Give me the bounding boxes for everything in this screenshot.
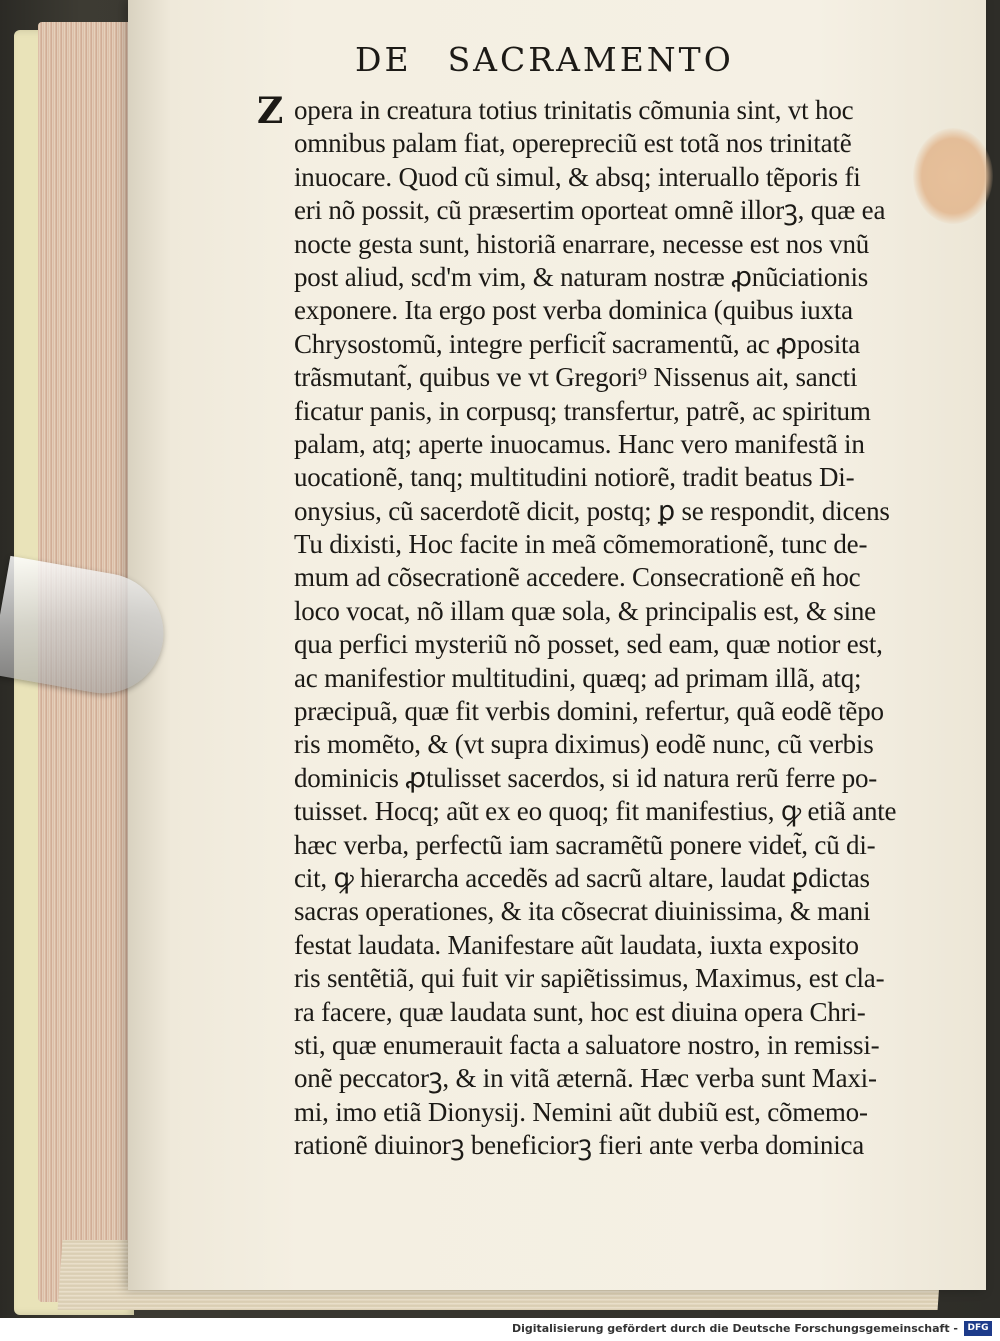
text-line: qua perfici mysteriũ nõ posset, sed eam, quæ notior est,: [294, 629, 883, 660]
text-line: onẽ peccatorꝫ, & in vitã æternã. Hæc verba sunt Maxi-: [294, 1063, 877, 1094]
text-line: exponere. Ita ergo post verba dominica (quibus iuxta: [294, 295, 853, 326]
text-line: tuisset. Hocq; aũt ex eo quoq; fit manifestius, ꝙ etiã ante: [294, 796, 897, 827]
dfg-logo-icon: DFG: [964, 1321, 992, 1336]
text-line: sacras operationes, & ita cõsecrat diuinissima, & mani: [294, 896, 871, 927]
text-line: uocationẽ, tanq; multitudini notiorẽ, tradit beatus Di-: [294, 462, 855, 493]
text-line: trãsmutant̃, quibus ve vt Gregori⁹ Nissenus ait, sancti: [294, 362, 858, 393]
text-line: ficatur panis, in corpusq; transfertur, patrẽ, ac spiritum: [294, 395, 871, 426]
text-line: ac manifestior multitudini, quæq; ad primam illã, atq;: [294, 662, 862, 693]
text-line: hæc verba, perfectũ iam sacramẽtũ ponere videt̃, cũ di-: [294, 829, 876, 860]
text-line: onysius, cũ sacerdotẽ dicit, postq; ꝑ se respondit, dicens: [294, 495, 890, 526]
running-head-de: DE: [355, 40, 412, 79]
text-line: eri nõ possit, cũ præsertim oporteat omnẽ illorꝫ, quæ ea: [294, 195, 886, 226]
text-line: festat laudata. Manifestare aũt laudata, iuxta exposito: [294, 929, 859, 960]
footer-credit: Digitalisierung gefördert durch die Deutsche Forschungsgemeinschaft -: [511, 1322, 958, 1335]
text-line: Tu dixisti, Hoc facite in meã cõmemorationẽ, tunc de-: [294, 529, 868, 560]
text-line: palam, atq; aperte inuocamus. Hanc vero manifestã in: [294, 428, 865, 459]
text-line: nocte gesta sunt, historiã enarrare, necesse est nos vnũ: [294, 228, 870, 259]
text-line: ris sentẽtiã, qui fuit vir sapiẽtissimus, Maximus, est cla-: [294, 963, 885, 994]
text-line: loco vocat, nõ illam quæ sola, & principalis est, & sine: [294, 595, 876, 626]
text-line: Chrysostomũ, integre perficit̃ sacramentũ, ac ꝓposita: [294, 328, 861, 359]
running-head: [355, 40, 805, 84]
signature-mark: Z: [257, 90, 284, 132]
text-line: dominicis ꝓtulisset sacerdos, si id natura rerũ ferre po-: [294, 762, 878, 793]
text-line: ra facere, quæ laudata sunt, hoc est diuina opera Chri-: [294, 996, 866, 1027]
text-line: opera in creatura totius trinitatis cõmunia sint, vt hoc: [294, 95, 854, 125]
text-line: rationẽ diuinorꝫ beneficiorꝫ fieri ante verba dominica: [294, 1130, 865, 1161]
text-line: cit, ꝙ hierarcha accedẽs ad sacrũ altare, laudat ꝑdictas: [294, 862, 870, 893]
text-line: ris momẽto, & (vt supra diximus) eodẽ nunc, cũ verbis: [294, 729, 874, 760]
footer-bar: [0, 1318, 1000, 1341]
text-line: mum ad cõsecrationẽ accedere. Consecrationẽ eñ hoc: [294, 562, 861, 593]
body-text: [294, 94, 914, 1163]
text-line: præcipuã, quæ fit verbis domini, refertur, quã eodẽ tẽpo: [294, 696, 884, 727]
text-line: post aliud, scd'm vim, & naturam nostræ ꝓnũciationis: [294, 261, 869, 292]
paper-stain: [913, 128, 993, 224]
running-head-sacramento: SACRAMENTO: [447, 40, 734, 79]
text-line: mi, imo etiã Dionysij. Nemini aũt dubiũ est, cõmemo-: [294, 1096, 868, 1127]
text-line: sti, quæ enumerauit facta a saluatore nostro, in remissi-: [294, 1029, 880, 1060]
text-line: inuocare. Quod cũ simul, & absq; interuallo tẽporis fi: [294, 161, 861, 192]
text-line: omnibus palam fiat, operepreciũ est totã nos trinitatẽ: [294, 128, 852, 159]
